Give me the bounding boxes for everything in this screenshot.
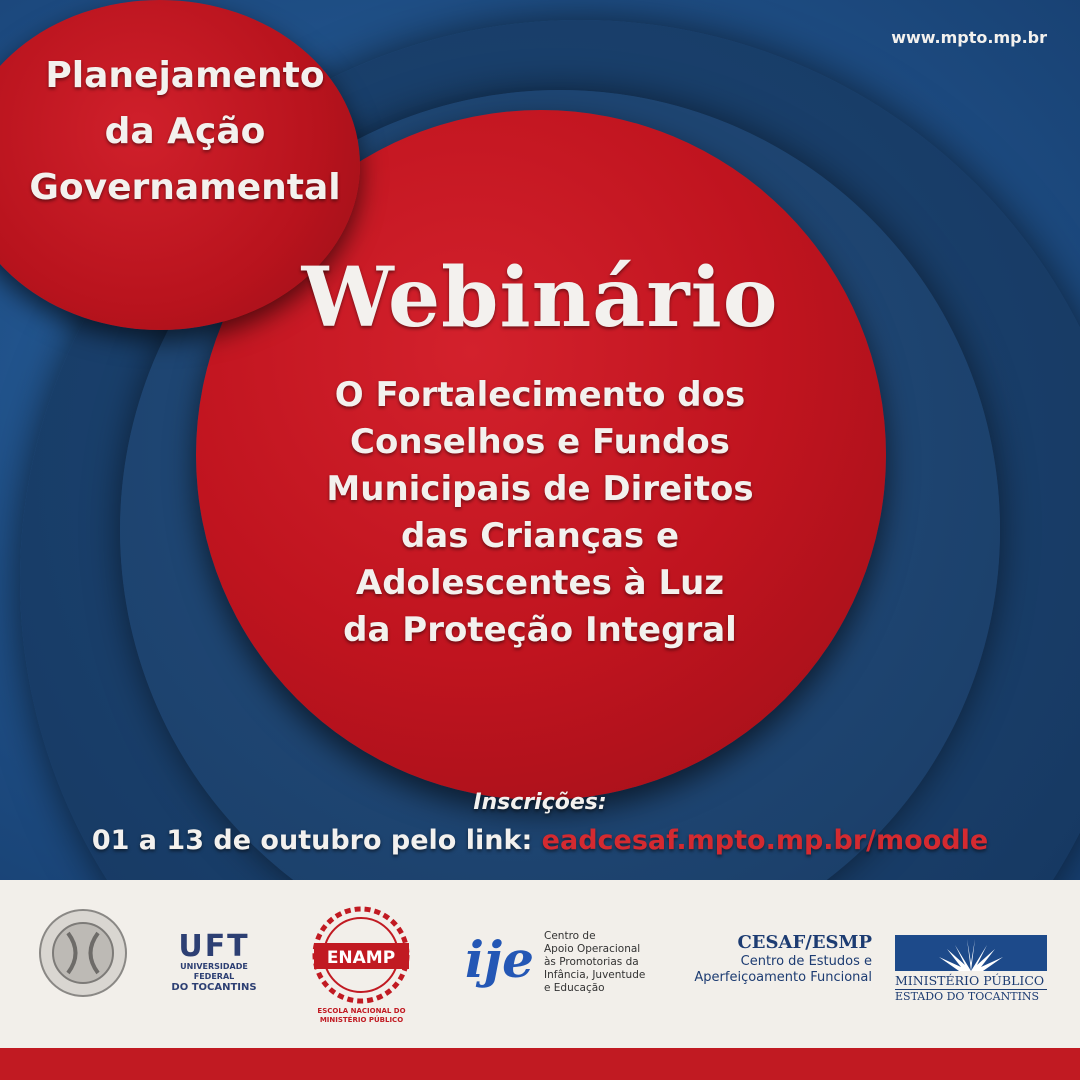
subtitle-line: da Proteção Integral [343, 610, 737, 650]
enamp-seal-icon [304, 905, 419, 1005]
subtitle-line: O Fortalecimento dos [334, 375, 746, 415]
site-url[interactable]: www.mpto.mp.br [891, 28, 1047, 47]
enamp-line1: ESCOLA NACIONAL DO [317, 1007, 406, 1015]
uft-logo [168, 929, 260, 996]
subtitle-line: Conselhos e Fundos [350, 422, 730, 462]
event-subtitle [260, 372, 820, 654]
registration-link[interactable]: eadcesaf.mpto.mp.br/moodle [541, 825, 989, 856]
uft-mark: UFT [178, 929, 250, 964]
subtitle-line: Adolescentes à Luz [355, 563, 725, 603]
registration-label: Inscrições: [473, 790, 607, 815]
cesaf-line2: Aperfeiçoamento Funcional [694, 970, 872, 985]
sunburst-icon [895, 935, 1047, 971]
badge-title-line: Planejamento [45, 55, 325, 96]
ije-logo [465, 925, 675, 1000]
badge-title [20, 48, 350, 216]
mp-banner [895, 935, 1047, 971]
esmat-seal-icon [38, 908, 128, 998]
bottom-strip [0, 1048, 1080, 1080]
ije-description: Centro de Apoio Operacional às Promotorias da Infância, Juventude e Educação [544, 930, 646, 994]
registration-line [0, 825, 1080, 856]
enamp-logo [304, 905, 419, 1030]
headline: Webinário [301, 250, 779, 346]
esmat-logo [38, 908, 128, 998]
mp-logo [895, 935, 1047, 1005]
uft-line1: UNIVERSIDADE FEDERAL [180, 962, 248, 981]
subtitle-line: das Crianças e [400, 516, 680, 556]
mp-line1: MINISTÉRIO PÚBLICO [895, 973, 1047, 990]
cesaf-title: CESAF/ESMP [737, 932, 872, 953]
uft-line2: DO TOCANTINS [171, 982, 257, 993]
registration-dates: 01 a 13 de outubro pelo link: [91, 825, 533, 856]
cesaf-logo [682, 932, 872, 1002]
enamp-caption [304, 1007, 419, 1025]
badge-title-line: da Ação [104, 111, 266, 152]
subtitle-line: Municipais de Direitos [326, 469, 754, 509]
ije-mark: ije [465, 930, 534, 989]
cesaf-line1: Centro de Estudos e [740, 954, 872, 969]
enamp-mark: ENAMP [326, 948, 396, 968]
mp-line2: ESTADO DO TOCANTINS [895, 990, 1040, 1003]
enamp-line2: MINISTÉRIO PÚBLICO [319, 1016, 404, 1024]
badge-title-line: Governamental [29, 167, 341, 208]
